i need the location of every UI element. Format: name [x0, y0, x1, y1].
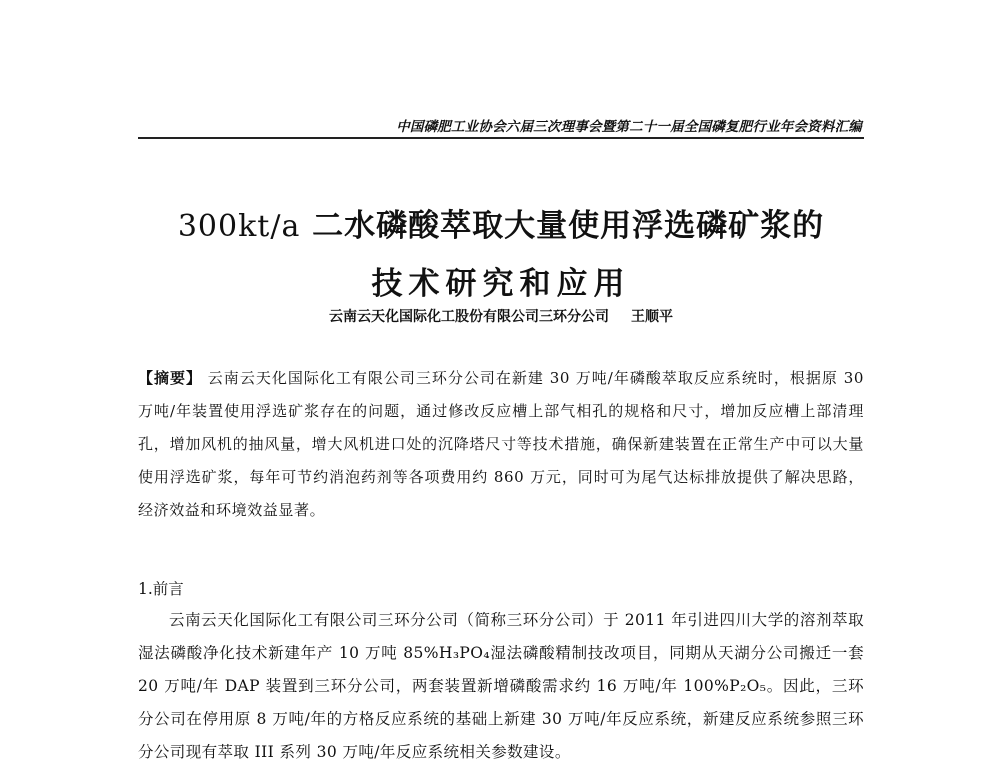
author-affiliation — [138, 306, 864, 326]
paper-title-line-1 — [138, 200, 864, 245]
introduction-paragraph: 云南云天化国际化工有限公司三环分公司（简称三环分公司）于 2011 年引进四川大学的溶剂萃取湿法磷酸净化技术新建年产 10 万吨 85%H₃PO₄湿法磷酸精制技改项目，同期从天湖分公司搬迁一套 20 万吨/年 DAP 装置到三环分公司，两套装置新增磷酸需求约 16 万吨/年 100%P₂O₅。因此，三环分公司在停用原 8 万吨/年的方格反应系统的基础上新建 30 万吨/年反应系统，新建反应系统参照三环分公司现有萃取 III 系列 30 万吨/年反应系统相关参数建设。 — [138, 611, 864, 760]
abstract-label: 【摘要】 — [138, 369, 203, 387]
paper-title-line-2: 技术研究和应用 — [371, 266, 631, 302]
title-line-1-text: 二水磷酸萃取大量使用浮选磷矿浆的 — [300, 208, 825, 244]
title-prefix: 300kt/a — [177, 209, 301, 244]
header-rule — [138, 137, 864, 139]
author-name: 王顺平 — [631, 309, 673, 325]
abstract-text: 云南云天化国际化工有限公司三环分公司在新建 30 万吨/年磷酸萃取反应系统时，根据原 30 万吨/年装置使用浮选矿浆存在的问题，通过修改反应槽上部气相孔的规格和尺寸，增加反应槽上部清理孔，增加风机的抽风量，增大风机进口处的沉降塔尺寸等技术措施，确保新建装置在正常生产中可以大量使用浮选矿浆，每年可节约消泡药剂等各项费用约 860 万元，同时可为尾气达标排放提供了解决思路，经济效益和环境效益显著。 — [138, 369, 864, 519]
running-header: 中国磷肥工业协会六届三次理事会暨第二十一届全国磷复肥行业年会资料汇编 — [396, 119, 862, 135]
section-heading-introduction: 1.前言 — [138, 580, 184, 598]
abstract — [138, 362, 864, 527]
organization: 云南云天化国际化工股份有限公司三环分公司 — [329, 309, 609, 325]
